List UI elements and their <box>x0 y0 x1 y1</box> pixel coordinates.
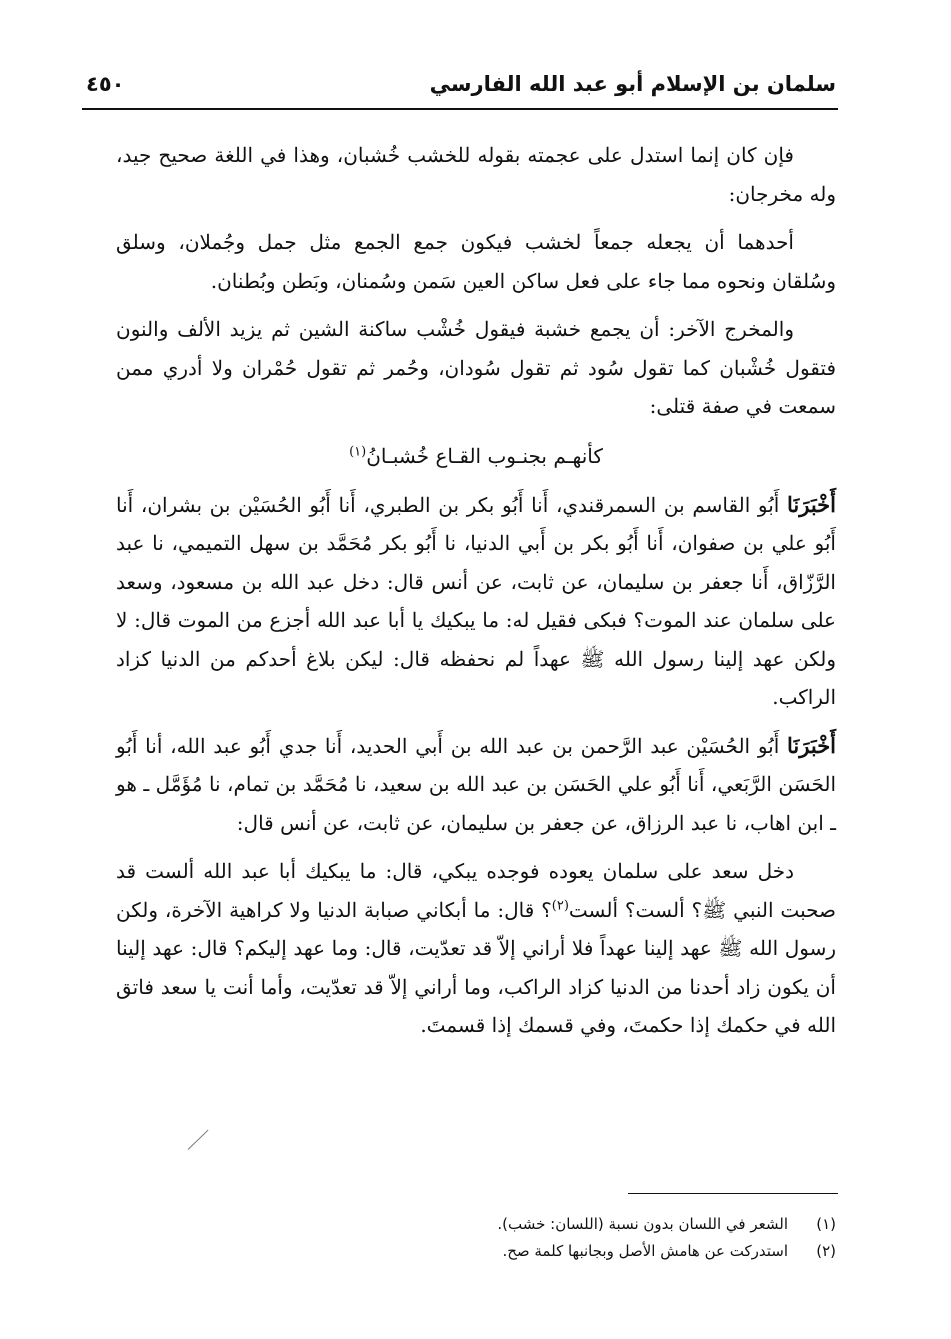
footnote-rule <box>628 1193 838 1194</box>
main-text <box>116 136 836 1055</box>
footnote-ref-2: (٢) <box>551 897 569 913</box>
paragraph-3: والمخرج الآخر: أن يجمع خشبة فيقول خُشْب ساكنة الشين ثم يزيد الألف والنون فتقول خُشْبان كما تقول سُود ثم تقول سُودان، وحُمر ثم تقول حُمْران ولا أدري ممن سمعت في صفة قتلى: <box>116 317 836 418</box>
header-rule <box>82 108 838 110</box>
paragraph-4 <box>116 486 836 717</box>
footnote-text: استدركت عن هامش الأصل وبجانبها كلمة صح. <box>502 1242 788 1260</box>
footnote-2 <box>116 1238 836 1265</box>
paragraph-6-part-b: ؟ قال: ما أبكاني صبابة الدنيا ولا كراهية الآخرة، ولكن رسول الله ﷺ عهد إلينا عهداً فلا أراني إلاّ قد تعدّيت، قال: وما عهد إليكم؟ قال: عهد إلينا أن يكون زاد أحدنا من الدنيا كزاد الراكب، وما أراني إلاّ قد تعدّيت، وأما أنت يا سعد فاتق الله في حكمك إذا حكمتَ، وفي قسمك إذا قسمتَ. <box>116 897 836 1037</box>
footnote-text: الشعر في اللسان بدون نسبة (اللسان: خشب). <box>497 1215 788 1233</box>
footnotes <box>116 1211 836 1265</box>
footnote-number: (١) <box>816 1215 836 1233</box>
paragraph-4-text: أَبُو القاسم بن السمرقندي، أَنا أَبُو بكر بن الطبري، أَنا أَبُو الحُسَيْن بن بشران، أَنا أَبُو علي بن صفوان، أَنا أَبُو بكر بن أَبي الدنيا، نا أَبُو بكر مُحَمَّد بن سهل التميمي، نا عبد الرَّزّاق، أَنا جعفر بن سليمان، عن ثابت، عن أنس قال: دخل عبد الله بن مسعود، وسعد على سلمان عند الموت؟ فبكى فقيل له: ما يبكيك يا أبا عبد الله أجزع من الموت قال: لا ولكن عهد إلينا رسول الله ﷺ عهداً لم نحفظه قال: ليكن بلاغ أحدكم من الدنيا كزاد الراكب. <box>116 492 836 709</box>
page-number: ٤٥٠ <box>86 72 125 96</box>
footnote-1 <box>116 1211 836 1238</box>
akhbarana-keyword-2: أَخْبَرَنَا <box>787 732 837 758</box>
paragraph-6-part-a: دخل سعد على سلمان يعوده فوجده يبكي، قال: ما يبكيك أبا عبد الله ألست قد صحبت النبي ﷺ؟ ألست؟ ألست <box>116 859 836 922</box>
verse-text: كأنهـم بجنـوب القـاع خُشبـانُ <box>366 443 603 468</box>
paragraph-2: أحدهما أن يجعله جمعاً لخشب فيكون جمع الجمع مثل جمل وجُملان، وسلق وسُلقان ونحوه مما جاء على فعل ساكن العين سَمن وسُمنان، وبَطن وبُطنان. <box>116 230 836 293</box>
paragraph-6 <box>116 852 836 1045</box>
paragraph-1: فإن كان إنما استدل على عجمته بقوله للخشب خُشبان، وهذا في اللغة صحيح جيد، وله مخرجان: <box>116 143 836 206</box>
paragraph-5 <box>116 727 836 843</box>
header-title: سلمان بن الإسلام أبو عبد الله الفارسي <box>429 72 836 96</box>
running-header <box>86 72 836 106</box>
poetry-verse <box>116 436 836 476</box>
pen-stroke-mark <box>188 1130 209 1150</box>
footnote-ref-1: (١) <box>349 443 367 459</box>
footnote-number: (٢) <box>816 1242 836 1260</box>
akhbarana-keyword: أَخْبَرَنَا <box>787 491 836 517</box>
paragraph-5-text: أَبُو الحُسَيْن عبد الرَّحمن بن عبد الله بن أَبي الحديد، أَنا جدي أَبُو عبد الله، أنا أَبُو الحَسَن الرَّبَعي، أَنا أَبُو علي الحَسَن بن عبد الله بن سعيد، نا مُحَمَّد بن تمام، نا مُؤَمَّل ـ هو ـ ابن اهاب، نا عبد الرزاق، عن جعفر بن سليمان، عن ثابت، عن أنس قال: <box>116 733 836 835</box>
